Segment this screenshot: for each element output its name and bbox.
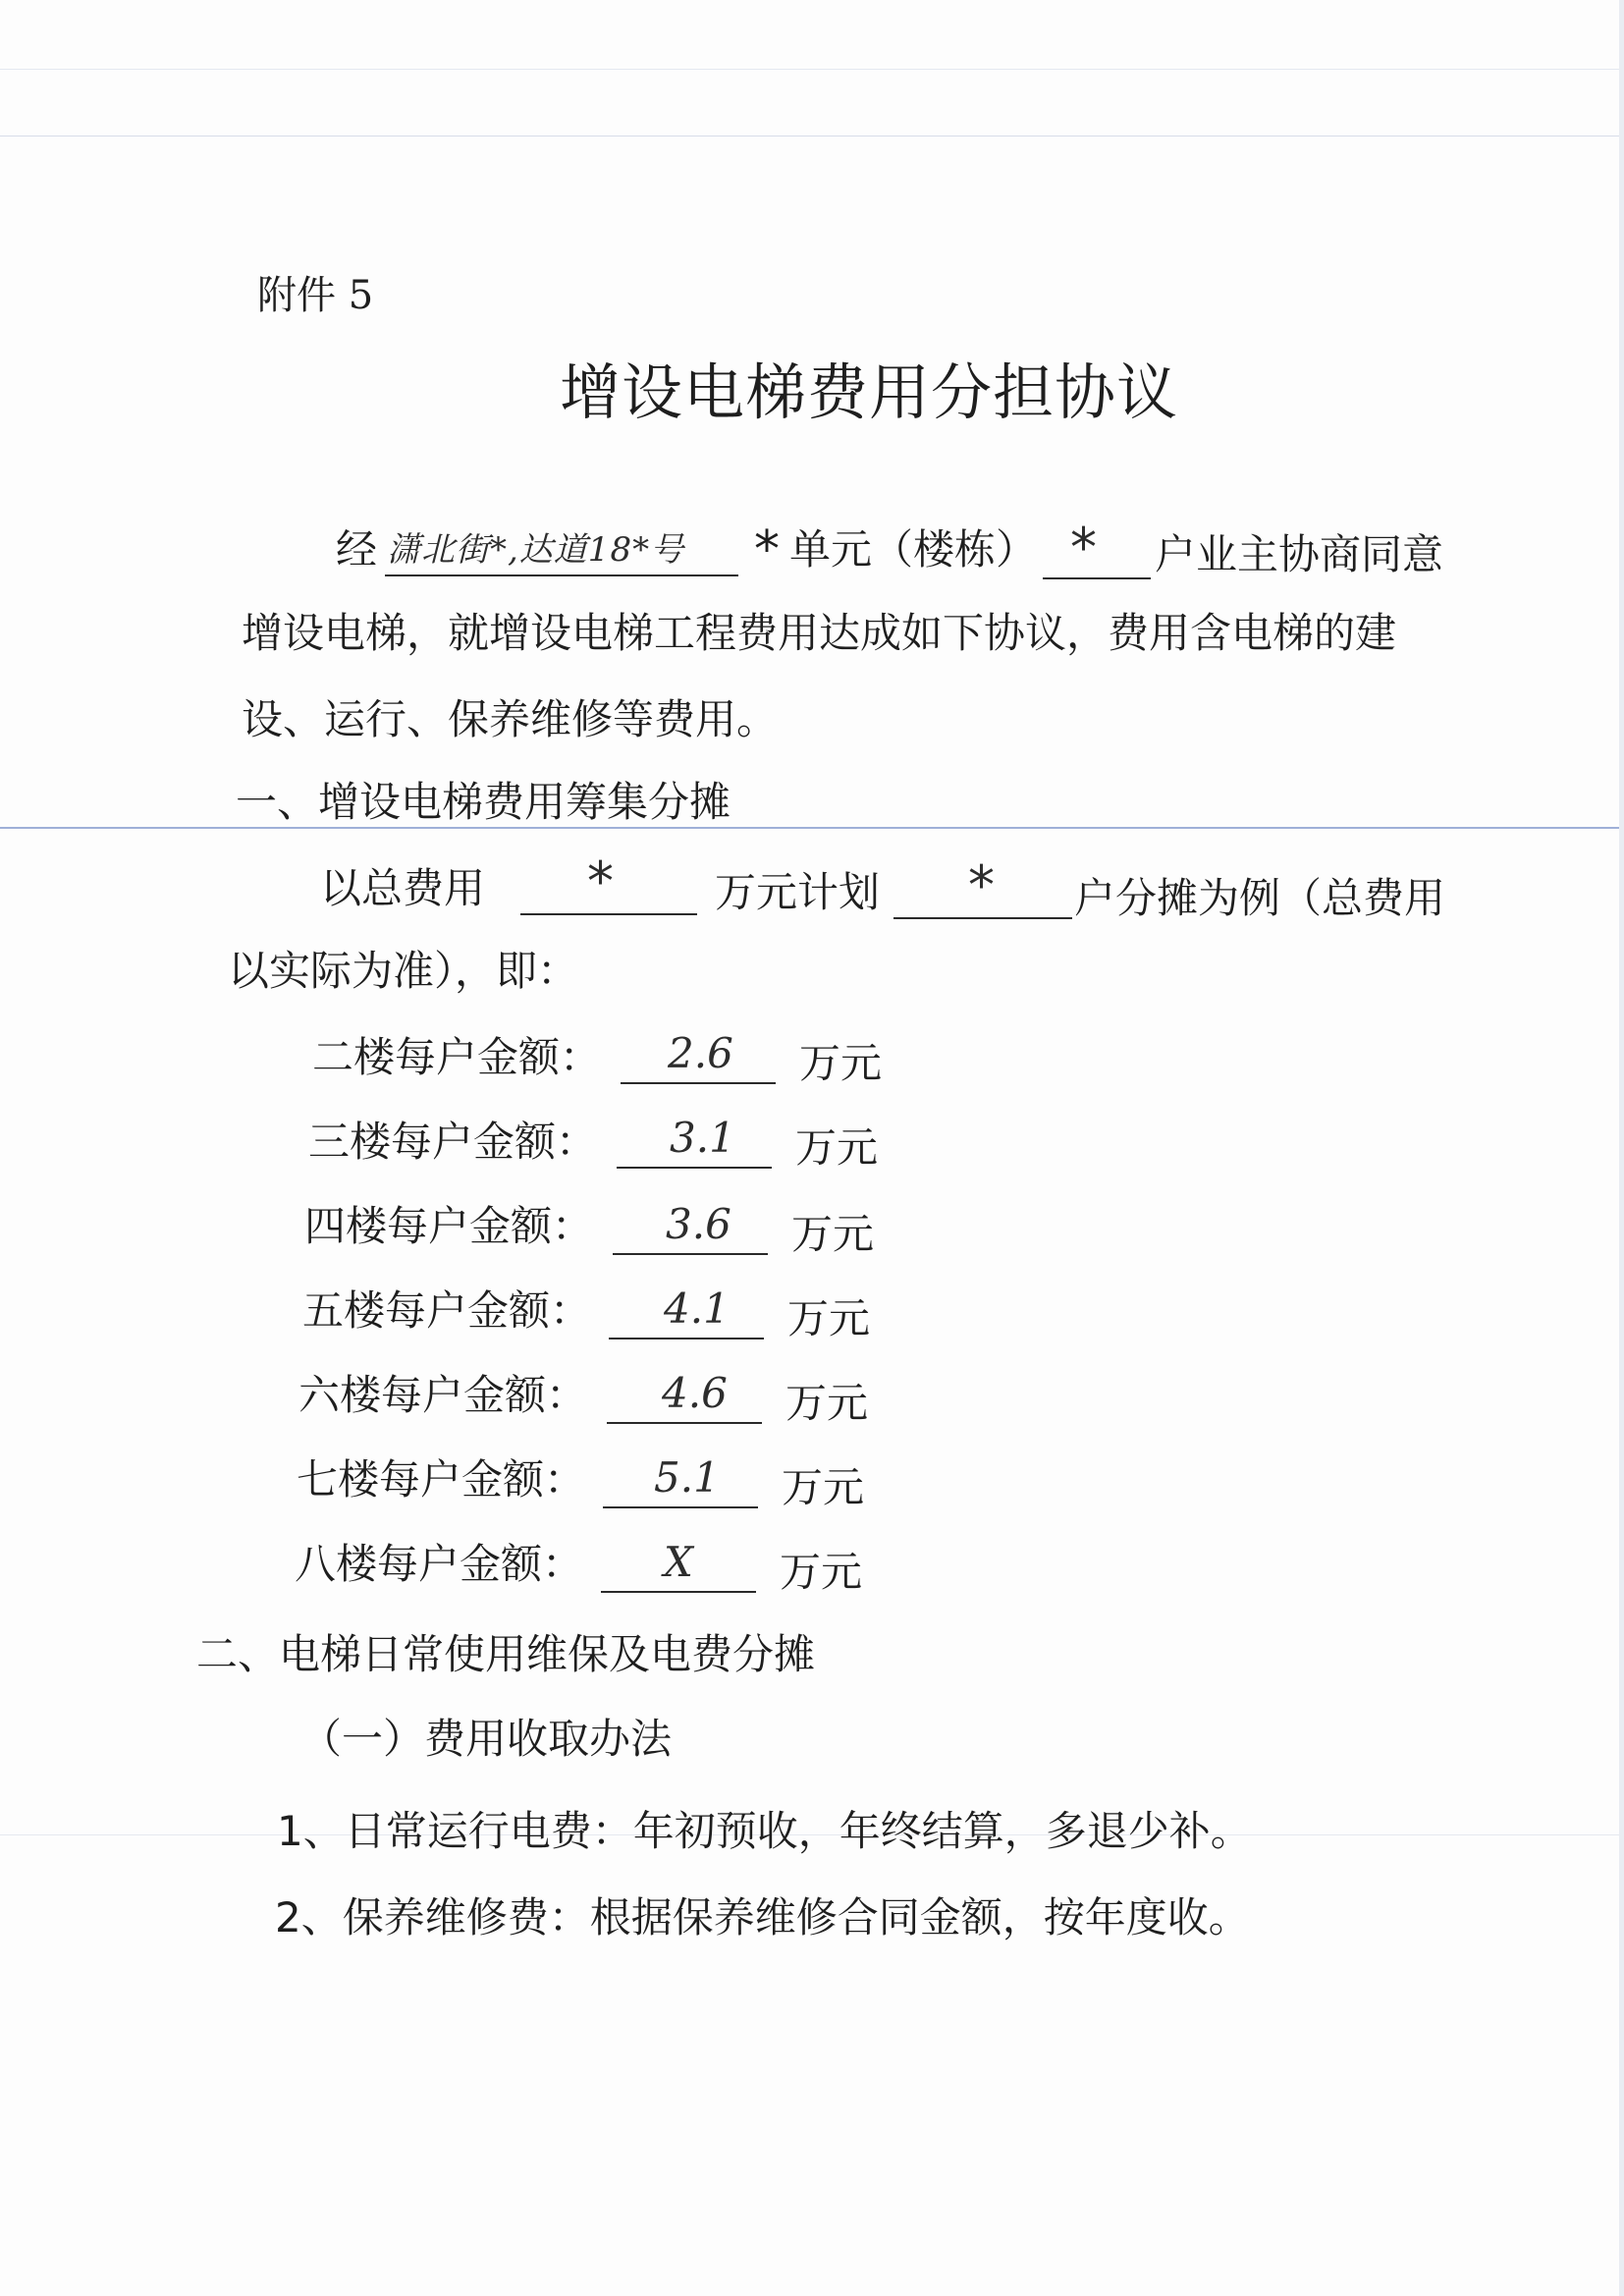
floor-label: 六楼每户金额： [298, 1371, 588, 1419]
plan-households-value: * [968, 854, 995, 916]
floor-unit: 万元 [791, 1210, 875, 1258]
floor-unit: 万元 [785, 1379, 869, 1427]
intro-line1-end: 户业主协商同意 [1155, 530, 1444, 578]
intro-unit-suffix: 单元（楼栋） [789, 525, 1038, 574]
section1-heading: 一、增设电梯费用筹集分摊 [236, 778, 731, 826]
floor-unit: 万元 [795, 1123, 879, 1172]
floor-label: 二楼每户金额： [312, 1033, 602, 1081]
floor-unit: 万元 [782, 1463, 865, 1511]
section1-line1-end: 户分摊为例（总费用 [1074, 874, 1446, 922]
section2-item: 1、日常运行电费：年初预收，年终结算，多退少补。 [277, 1807, 1252, 1855]
document-title: 增设电梯费用分担协议 [560, 356, 1179, 428]
floor-amount-value: 4.1 [664, 1285, 730, 1333]
floor-unit: 万元 [787, 1294, 871, 1342]
households-blank [1043, 528, 1151, 579]
floor-label: 七楼每户金额： [297, 1455, 586, 1503]
floor-amount-value: 5.1 [654, 1453, 720, 1502]
intro-line3: 设、运行、保养维修等费用。 [242, 695, 779, 743]
attachment-label: 附件 5 [257, 273, 374, 318]
floor-label: 三楼每户金额： [308, 1118, 598, 1166]
floor-label: 四楼每户金额： [304, 1202, 594, 1250]
floor-amount-value: X [664, 1538, 693, 1586]
floor-amount-value: 3.6 [666, 1200, 731, 1248]
floor-unit: 万元 [799, 1039, 883, 1087]
scan-artifact-line [0, 136, 1624, 137]
floor-label: 五楼每户金额： [302, 1286, 592, 1335]
printed-star: * [754, 520, 780, 579]
scan-artifact-line [0, 827, 1624, 829]
floor-label: 八楼每户金额： [295, 1540, 584, 1588]
scan-edge [1619, 0, 1624, 2296]
households-value: * [1070, 517, 1097, 578]
floor-amount-value: 2.6 [668, 1029, 733, 1077]
section1-line2: 以实际为准），即： [228, 947, 579, 995]
section2-heading: 二、电梯日常使用维保及电费分摊 [196, 1630, 816, 1678]
floor-amount-value: 3.1 [670, 1114, 735, 1162]
section2-subheading: （一）费用收取办法 [300, 1715, 673, 1763]
scan-artifact-line [0, 69, 1624, 70]
section2-item: 2、保养维修费：根据保养维修合同金额，按年度收。 [275, 1893, 1250, 1941]
intro-prefix: 经 [336, 525, 378, 574]
section1-line1-mid: 万元计划 [715, 868, 881, 916]
floor-unit: 万元 [780, 1548, 863, 1596]
floor-amount-value: 4.6 [662, 1369, 728, 1417]
intro-line2: 增设电梯，就增设电梯工程费用达成如下协议，费用含电梯的建 [242, 609, 1397, 657]
section1-line1-prefix: 以总费用 [320, 864, 486, 912]
handwritten-address: 潇北街*,达道18*号 [387, 530, 685, 570]
total-cost-value: * [587, 850, 614, 912]
